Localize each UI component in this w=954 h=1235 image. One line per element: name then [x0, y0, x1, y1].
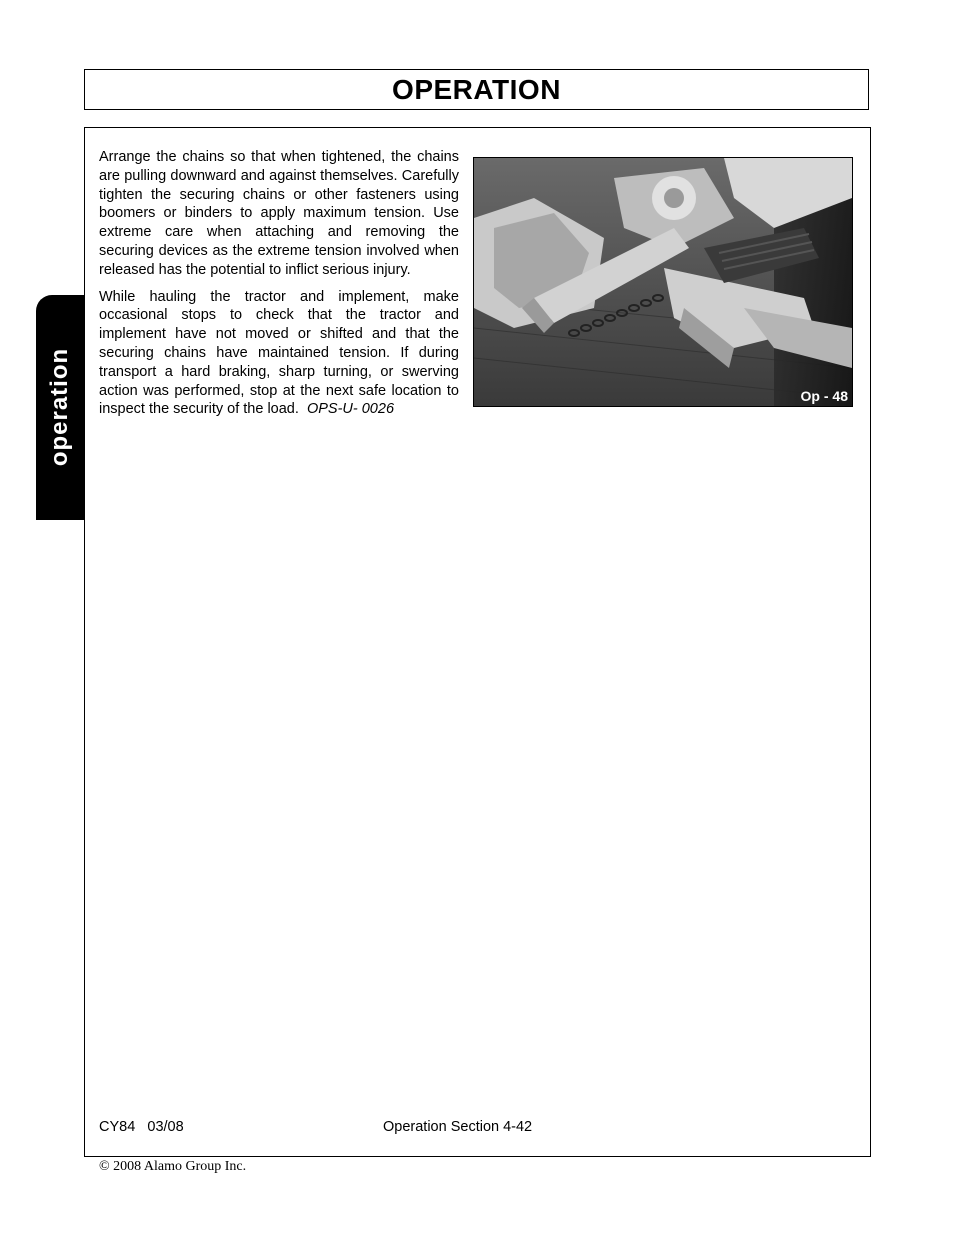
paragraph-chains: Arrange the chains so that when tightened, the chains are pulling downward and against themselves. Carefully tighten the securing chains or other fasteners using boomers or binders to apply maximum tension. Use extreme care when attaching and removing the securing devices as the extreme tension involved when released has the potential to inflict serious injury.: [99, 149, 459, 278]
copyright: © 2008 Alamo Group Inc.: [99, 1159, 247, 1174]
header-box: [84, 69, 869, 110]
figure-photo: [473, 157, 853, 407]
footer-date: 03/08: [147, 1119, 184, 1135]
side-tab: [36, 295, 84, 520]
reference-code: OPS-U- 0026: [306, 401, 395, 418]
body-text: [99, 148, 459, 427]
figure-label: Op - 48: [800, 388, 848, 404]
side-tab-label: operation: [46, 347, 73, 467]
paragraph-hauling: [99, 288, 459, 420]
footer-model: CY84: [99, 1119, 136, 1135]
paragraph-hauling-text: While hauling the tractor and implement, make occasional stops to check that the tractor and implement have not moved or shifted and that the securing chains have maintained tension. If during transport a hard braking, sharp turning, or swerving action was performed, stop at the next safe location to inspect the security of the load.: [99, 288, 459, 418]
footer-section: Operation Section 4-42: [383, 1119, 533, 1135]
footer-model-date: [99, 1119, 184, 1135]
page-title: OPERATION: [392, 73, 561, 105]
photo-illustration: [474, 158, 852, 406]
